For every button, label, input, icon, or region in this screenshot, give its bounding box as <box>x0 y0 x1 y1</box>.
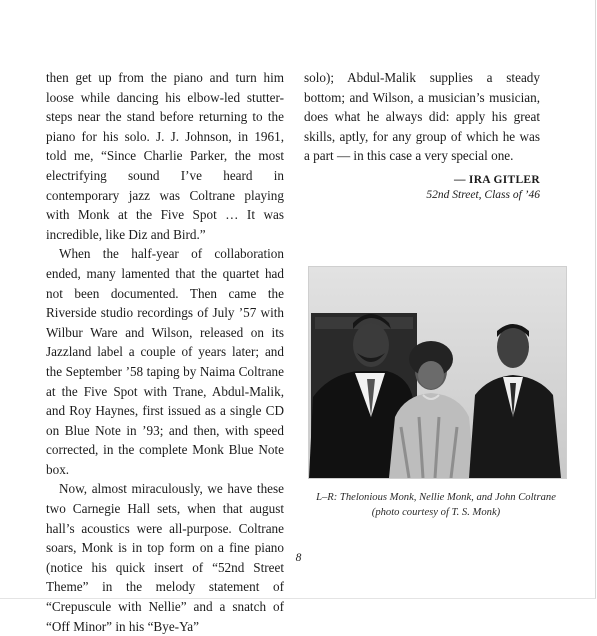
author-name: — IRA GITLER <box>453 173 540 186</box>
caption-credit: (photo courtesy of T. S. Monk) <box>371 507 501 518</box>
author-source: 52nd Street, Class of ’46 <box>426 188 540 201</box>
attribution <box>304 173 540 203</box>
body-paragraph-2: When the half-year of collaboration ended, many lamented that the quartet had not been documented. Then came the Riverside studio recordings of July ’57 with Wilbur Ware and Wilson, released on its Jazzland label a couple of years later; and the September ’58 taping by Naima Coltrane at the Five Spot with Trane, Abdul-Malik, and Roy Haynes, first issued as a single CD on Blue Note in ’93; and then, with speed corrected, in the complete Monk Blue Note box. <box>46 246 284 477</box>
photo-illustration <box>309 267 566 478</box>
body-paragraph-3: Now, almost miraculously, we have these two Carnegie Hall sets, when that august hall’s acoustics were all-purpose. Coltrane soars, Monk is in top form on a fine piano (notice his quick insert of “52nd Street Theme” in the melody statement of “Crepuscule with Nellie” and a snatch of “Off Minor” in his “Bye-Ya” <box>46 481 284 634</box>
caption-names: L–R: Thelonious Monk, Nellie Monk, and John Coltrane <box>316 492 556 503</box>
page-number: 8 <box>295 552 302 564</box>
body-paragraph-1: then get up from the piano and turn him loose while dancing his elbow-led stutter-steps near the stand before returning to the piano for his solo. J. J. Johnson, in 1961, told me, “Since Charlie Parker, the most electrifying sound I’ve heard in contemporary jazz was Coltrane playing with Monk at the Five Spot … It was incredible, like Diz and Bird.” <box>46 70 284 242</box>
photo-caption <box>296 490 576 520</box>
body-paragraph-continued: solo); Abdul-Malik supplies a steady bottom; and Wilson, a musician’s musician, does what he always did: apply his great skills, aptly, for any group of which he was a part — in this case a very special one. <box>304 70 540 164</box>
photo-monk-nellie-coltrane <box>308 266 567 479</box>
right-text-column <box>304 68 540 203</box>
left-text-column <box>46 68 284 636</box>
